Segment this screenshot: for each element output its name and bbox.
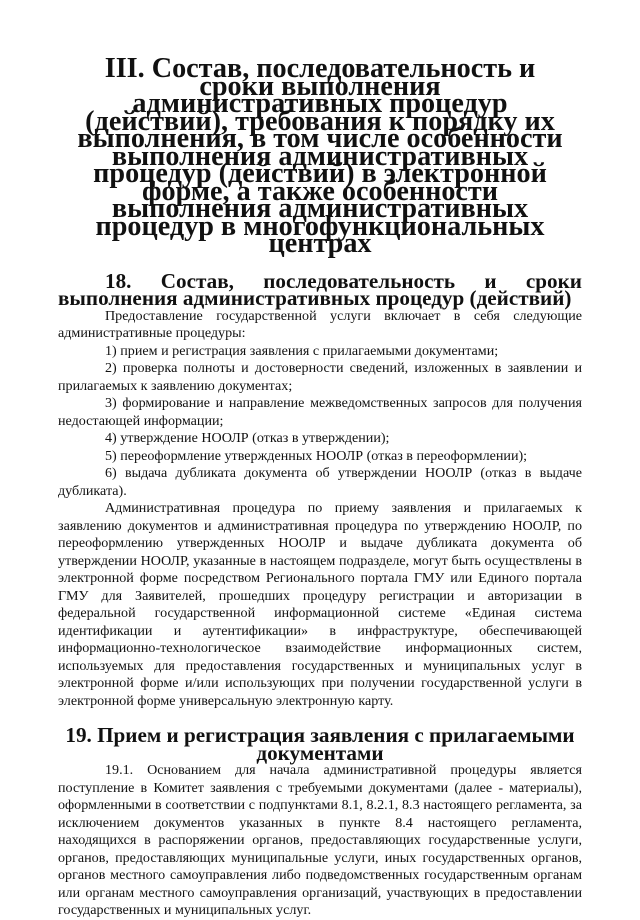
subsection-19-heading: 19. Прием и регистрация заявления с прилагаемыми документами: [65, 723, 575, 765]
list-item-6: 6) выдача дубликата документа об утверждении НООЛР (отказ в выдаче дубликата).: [58, 465, 582, 499]
paragraph-electronic-form: Административная процедура по приему заявления и прилагаемых к заявлению документов и административная процедура по утверждению НООЛР, по переоформлению утвержденных НООЛР и выдаче дубликата документа об утверждении НООЛР, указанные в настоящем подразделе, могут быть осуществлены в электронной форме посредством Регионального портала ГМУ или Единого портала ГМУ для Заявителей, прошедших процедуру регистрации и авторизации в федеральной государственной информационной системе «Единая система идентификации и аутентификации» в инфраструктуре, обеспечивающей информационно-технологическое взаимодействие информационных систем, используемых для предоставления государственных и муниципальных услуг в электронной форме и/или использующих при получении государственной услуги в электронной форме универсальную электронную карту.: [58, 500, 582, 709]
list-item-3: 3) формирование и направление межведомственных запросов для получения недостающей информации;: [58, 395, 582, 429]
list-item-1: 1) прием и регистрация заявления с прилагаемыми документами;: [105, 342, 499, 359]
list-item-4: 4) утверждение НООЛР (отказ в утверждении);: [105, 430, 390, 446]
section-3-title: III. Состав, последовательность и сроки выполнения административных процедур (действий), требования к порядку их выполнения, в том числе особенности выполнения административных процедур (действий) в электронной форме, а также особенности выполнения административных процедур в многофункциональных центрах: [77, 53, 563, 259]
paragraph-intro: Предоставление государственной услуги включает в себя следующие административные процедуры:: [58, 307, 582, 341]
subsection-18-heading: 18. Состав, последовательность и сроки выполнения административных процедур (действий): [58, 268, 582, 310]
list-item-5: 5) переоформление утвержденных НООЛР (отказ в переоформлении);: [105, 447, 528, 464]
document-content: [58, 53, 582, 920]
paragraph-19-1: 19.1. Основанием для начала административной процедуры является поступление в Комитет заявления с требуемыми документами (далее - материалы), оформленными в соответствии с подпунктами 8.1, 8.2.1, 8.3 настоящего регламента, за исключением документов указанных в пункте 8.4 настоящего регламента, находящихся в распоряжении органов, предоставляющих государственные услуги, органов, предоставляющих муниципальные услуги, иных государственных органов, органов местного самоуправления либо подведомственных государственным органам или органам местного самоуправления организаций, участвующих в предоставлении государственных и муниципальных услуг.: [58, 762, 582, 918]
list-item-2: 2) проверка полноты и достоверности сведений, изложенных в заявлении и прилагаемых к заявлению документах;: [58, 360, 582, 394]
